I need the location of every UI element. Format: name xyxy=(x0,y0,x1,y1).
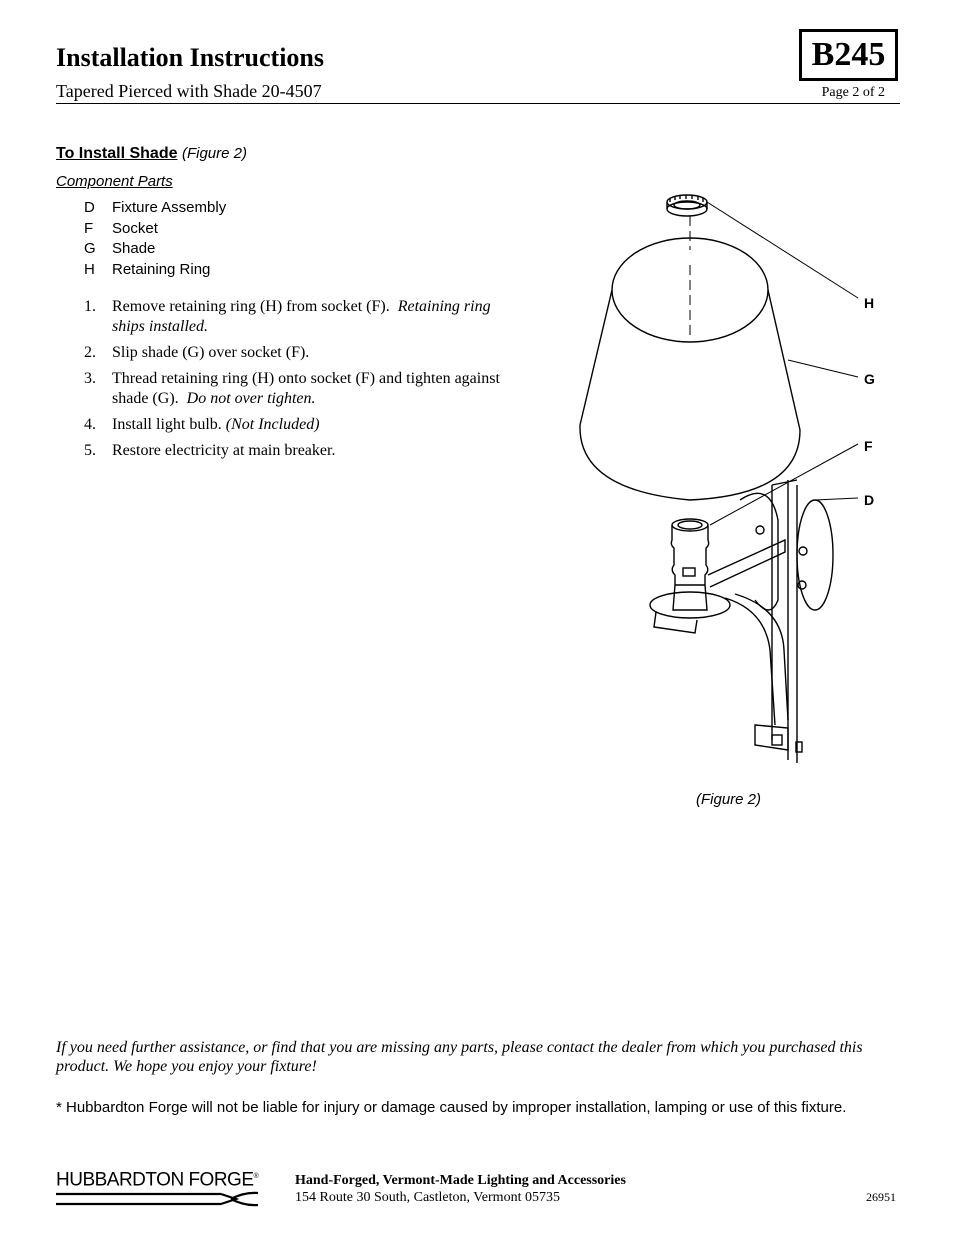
model-code-badge: B245 xyxy=(799,29,898,81)
part-label: Fixture Assembly xyxy=(112,199,227,216)
step-item xyxy=(84,415,504,435)
liability-disclaimer: * Hubbardton Forge will not be liable for injury or damage caused by improper installation, lamping or use of this fixture. xyxy=(56,1099,847,1116)
part-label: Socket xyxy=(112,219,158,237)
step-item xyxy=(84,369,504,409)
document-number: 26951 xyxy=(866,1190,896,1204)
footer-address: 154 Route 30 South, Castleton, Vermont 05735 xyxy=(295,1190,560,1205)
part-key: F xyxy=(84,219,94,237)
part-key: G xyxy=(84,240,96,257)
figure-2-illustration xyxy=(560,180,900,780)
step-number: 2. xyxy=(84,344,96,361)
step-text: Install light bulb. xyxy=(112,416,222,433)
part-key: D xyxy=(84,199,95,216)
step-item xyxy=(84,297,504,337)
part-key: H xyxy=(84,260,95,278)
component-parts-heading: Component Parts xyxy=(56,173,173,190)
callout-f: F xyxy=(864,438,873,454)
section-heading xyxy=(56,144,247,164)
step-text: Restore electricity at main breaker. xyxy=(112,442,336,459)
part-item xyxy=(84,239,226,260)
step-item xyxy=(84,441,504,461)
step-note: (Not Included) xyxy=(225,416,320,433)
retaining-ring-drawing xyxy=(667,195,707,216)
step-text: Slip shade (G) over socket (F). xyxy=(112,344,310,361)
step-note: Do not over tighten. xyxy=(186,390,316,407)
step-text-wrap xyxy=(112,415,320,435)
step-text-wrap xyxy=(112,369,504,409)
step-number: 1. xyxy=(84,298,96,315)
section-title: To Install Shade xyxy=(56,145,178,162)
step-item xyxy=(84,343,504,363)
section-figure-ref: (Figure 2) xyxy=(181,145,247,162)
part-item xyxy=(84,219,226,240)
part-item xyxy=(84,260,226,281)
part-label: Shade xyxy=(112,240,156,257)
logo-tongs-mark xyxy=(56,1190,260,1208)
figure-caption: (Figure 2) xyxy=(696,791,762,808)
step-number: 4. xyxy=(84,416,96,433)
hubbardton-forge-logo xyxy=(56,1166,266,1210)
fixture-assembly-drawing xyxy=(650,480,833,763)
assistance-note: If you need further assistance, or find that you are missing any parts, please contact the dealer from which you purchased this product. We hope you enjoy your fixture! xyxy=(56,1039,863,1075)
header-divider xyxy=(56,103,900,104)
callout-h: H xyxy=(864,295,875,311)
step-number: 5. xyxy=(84,442,96,459)
callout-d: D xyxy=(864,492,875,508)
component-parts-list xyxy=(84,198,226,280)
step-text: Remove retaining ring (H) from socket (F). xyxy=(112,298,390,315)
step-text: Thread retaining ring (H) onto socket (F) and tighten against shade (G). xyxy=(112,370,500,407)
step-number: 3. xyxy=(84,370,96,387)
socket-drawing xyxy=(671,519,708,610)
step-note: Retaining ring ships installed. xyxy=(112,298,491,335)
shade-drawing xyxy=(580,238,800,500)
footer-tagline: Hand-Forged, Vermont-Made Lighting and Accessories xyxy=(295,1173,626,1188)
document-title: Installation Instructions xyxy=(56,43,324,72)
part-item xyxy=(84,198,226,219)
callout-g: G xyxy=(864,371,875,387)
part-label: Retaining Ring xyxy=(112,260,211,278)
page-number: Page 2 of 2 xyxy=(821,85,885,100)
step-text-wrap xyxy=(112,297,504,337)
document-subtitle: Tapered Pierced with Shade 20-4507 xyxy=(56,81,322,101)
instruction-steps xyxy=(84,297,504,467)
logo-text: HUBBARDTON FORGE® xyxy=(56,1169,259,1191)
callout-leaders xyxy=(707,202,858,525)
